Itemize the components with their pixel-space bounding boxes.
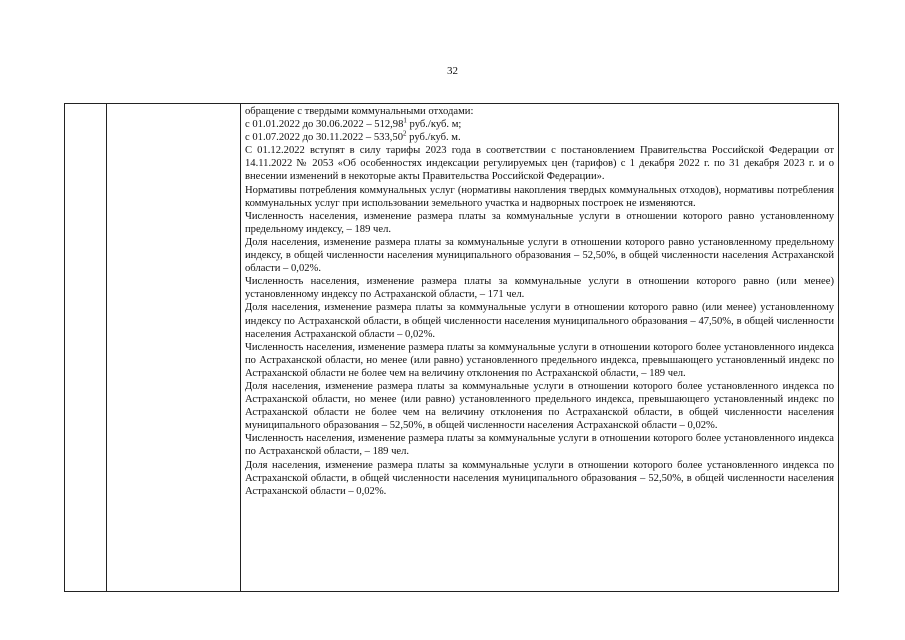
page-number: 32 (447, 65, 458, 77)
table-cell-index (65, 104, 107, 592)
paragraph-norms: Нормативы потребления коммунальных услуг (нормативы накопления твердых коммунальных отходов), нормативы потребления коммунальных услуг при использовании земельного участка и надворных построек не изменяются. (245, 184, 834, 209)
footnote-marker: 2 (403, 129, 407, 138)
paragraph-population-above-index-within-deviation: Численность населения, изменение размера платы за коммунальные услуги в отношении которого более установленного индекса по Астраханской области, но менее (или равно) установленного предельного индекса, превышающего установленный индекс по Астраханской области не более чем на величину отклонения по Астраханской области, – 189 чел. (245, 341, 834, 379)
table-row (65, 104, 839, 592)
tariff-line-2: с 01.07.2022 до 30.11.2022 – 533,50$^2$ руб./куб. м. (245, 129, 461, 144)
table-cell-content (241, 104, 839, 592)
intro-line: обращение с твердыми коммунальными отходами: (245, 106, 474, 117)
paragraph-share-limit-index: Доля населения, изменение размера платы за коммунальные услуги в отношении которого равно установленному предельному индексу, в общей численности населения муниципального образования – 52,50%, в общей численности населения Астраханской области – 0,02%. (245, 236, 834, 275)
tariff-line-1: с 01.01.2022 до 30.06.2022 – 512,98$^1$ руб./куб. м; (245, 116, 462, 131)
paragraph-share-above-index: Доля населения, изменение размера платы за коммунальные услуги в отношении которого более установленного индекса по Астраханской области, в общей численности населения муниципального образования – 52,50%, в общей численности населения Астраханской области – 0,02%. (245, 459, 834, 497)
paragraph-population-above-index: Численность населения, изменение размера платы за коммунальные услуги в отношении которого более установленного индекса по Астраханской области, – 189 чел. (245, 433, 834, 458)
document-table (64, 103, 839, 592)
paragraph-population-limit-index: Численность населения, изменение размера платы за коммунальные услуги в отношении которого равно установленному предельному индексу, – 189 чел. (245, 210, 834, 235)
footnote-marker: 1 (403, 116, 407, 125)
paragraph-tariffs-2023: С 01.12.2022 вступят в силу тарифы 2023 года в соответствии с постановлением Правительства Российской Федерации от 14.11.2022 № 2053 «Об особенностях индексации регулируемых цен (тарифов) с 1 декабря 2022 г. по 31 декабря 2023 г. и о внесении изменений в некоторые акты Правительства Российской Федерации». (245, 145, 834, 183)
paragraph-share-above-index-within-deviation: Доля населения, изменение размера платы за коммунальные услуги в отношении которого более установленного индекса по Астраханской области, но менее (или равно) установленного предельного индекса, превышающего установленный индекс по Астраханской области не более чем на величину отклонения по Астраханской области, в общей численности населения муниципального образования – 52,50%, в общей численности населения Астраханской области – 0,02%. (245, 380, 834, 432)
paragraph-population-regional-index: Численность населения, изменение размера платы за коммунальные услуги в отношении которого равно (или менее) установленному индексу по Астраханской области, – 171 чел. (245, 276, 834, 301)
table-cell-name (107, 104, 241, 592)
paragraph-share-regional-index: Доля населения, изменение размера платы за коммунальные услуги в отношении которого равно (или менее) установленному индексу по Астраханской области, в общей численности населения муниципального образования – 47,50%, в общей численности населения Астраханской области – 0,02%. (245, 302, 834, 340)
